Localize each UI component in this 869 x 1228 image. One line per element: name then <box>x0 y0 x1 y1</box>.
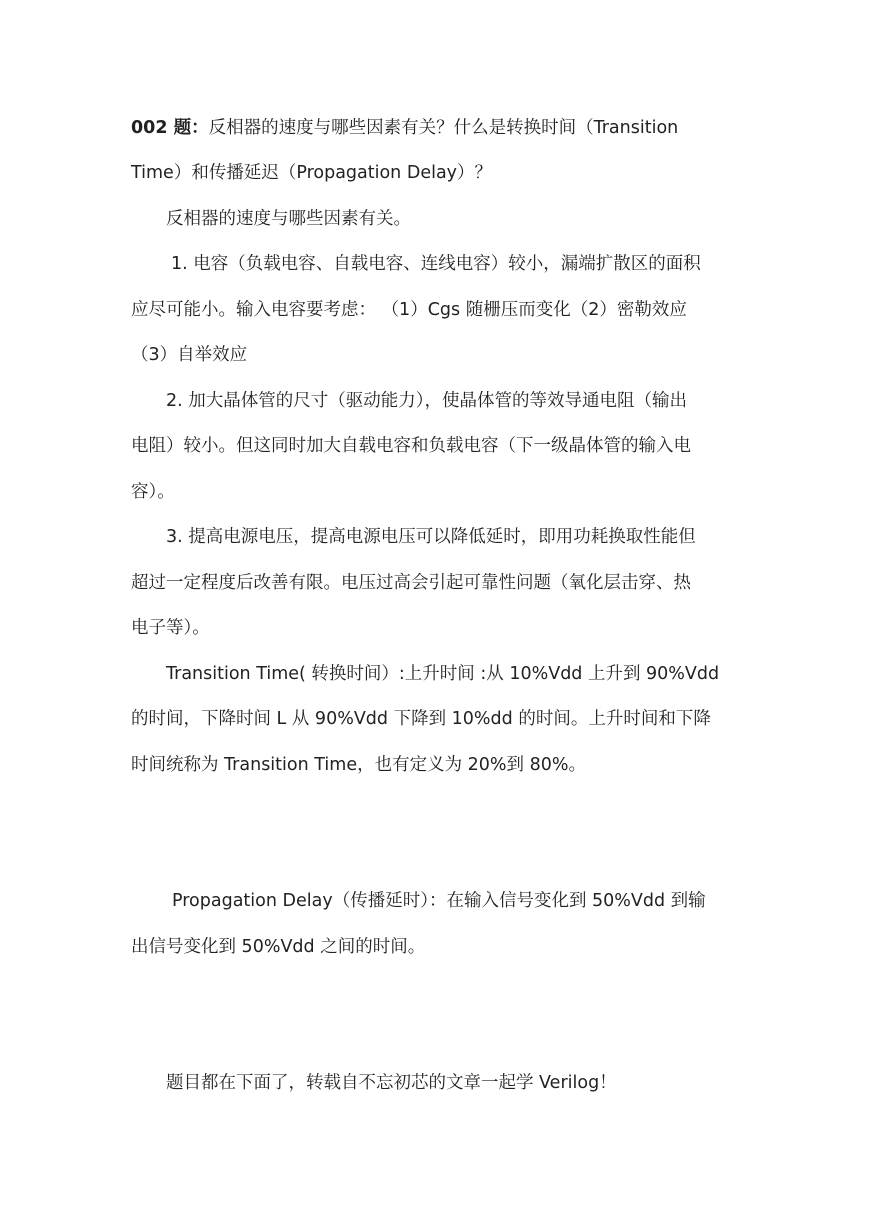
question-text: 反相器的速度与哪些因素有关？什么是转换时间（Transition <box>208 118 679 138</box>
item-2-line-2: 电阻）较小。但这同时加大自载电容和负载电容（下一级晶体管的输入电 <box>131 436 691 456</box>
propagation-delay-line-1: Propagation Delay（传播延时）：在输入信号变化到 50%Vdd 到输 <box>172 891 706 911</box>
item-3-line-3: 电子等）。 <box>131 618 210 638</box>
item-2-line-3: 容）。 <box>131 482 175 502</box>
transition-time-line-2: 的时间，下降时间 L 从 90%Vdd 下降到 10%dd 的时间。上升时间和下降 <box>131 709 711 729</box>
question-heading-line-1 <box>131 105 678 151</box>
question-number: 002 题： <box>131 118 209 138</box>
question-heading-line-2: Time）和传播延迟（Propagation Delay）？ <box>131 163 493 183</box>
item-1-line-2: 应尽可能小。输入电容要考虑： （1）Cgs 随栅压而变化（2）密勒效应 <box>131 300 687 320</box>
intro-paragraph: 反相器的速度与哪些因素有关。 <box>166 209 411 229</box>
item-1-line-3: （3）自举效应 <box>131 345 248 365</box>
propagation-delay-line-2: 出信号变化到 50%Vdd 之间的时间。 <box>131 937 426 957</box>
item-3-line-2: 超过一定程度后改善有限。电压过高会引起可靠性问题（氧化层击穿、热 <box>131 573 691 593</box>
item-2-line-1: 2. 加大晶体管的尺寸（驱动能力），使晶体管的等效导通电阻（输出 <box>166 391 688 411</box>
transition-time-line-1: Transition Time( 转换时间）:上升时间 :从 10%Vdd 上升到 90%Vdd <box>166 664 720 684</box>
footer-note: 题目都在下面了，转载自不忘初芯的文章一起学 Verilog！ <box>166 1073 617 1093</box>
item-3-line-1: 3. 提高电源电压，提高电源电压可以降低延时，即用功耗换取性能但 <box>166 527 696 547</box>
item-1-line-1: 1. 电容（负载电容、自载电容、连线电容）较小，漏端扩散区的面积 <box>171 254 701 274</box>
transition-time-line-3: 时间统称为 Transition Time，也有定义为 20%到 80%。 <box>131 755 586 775</box>
